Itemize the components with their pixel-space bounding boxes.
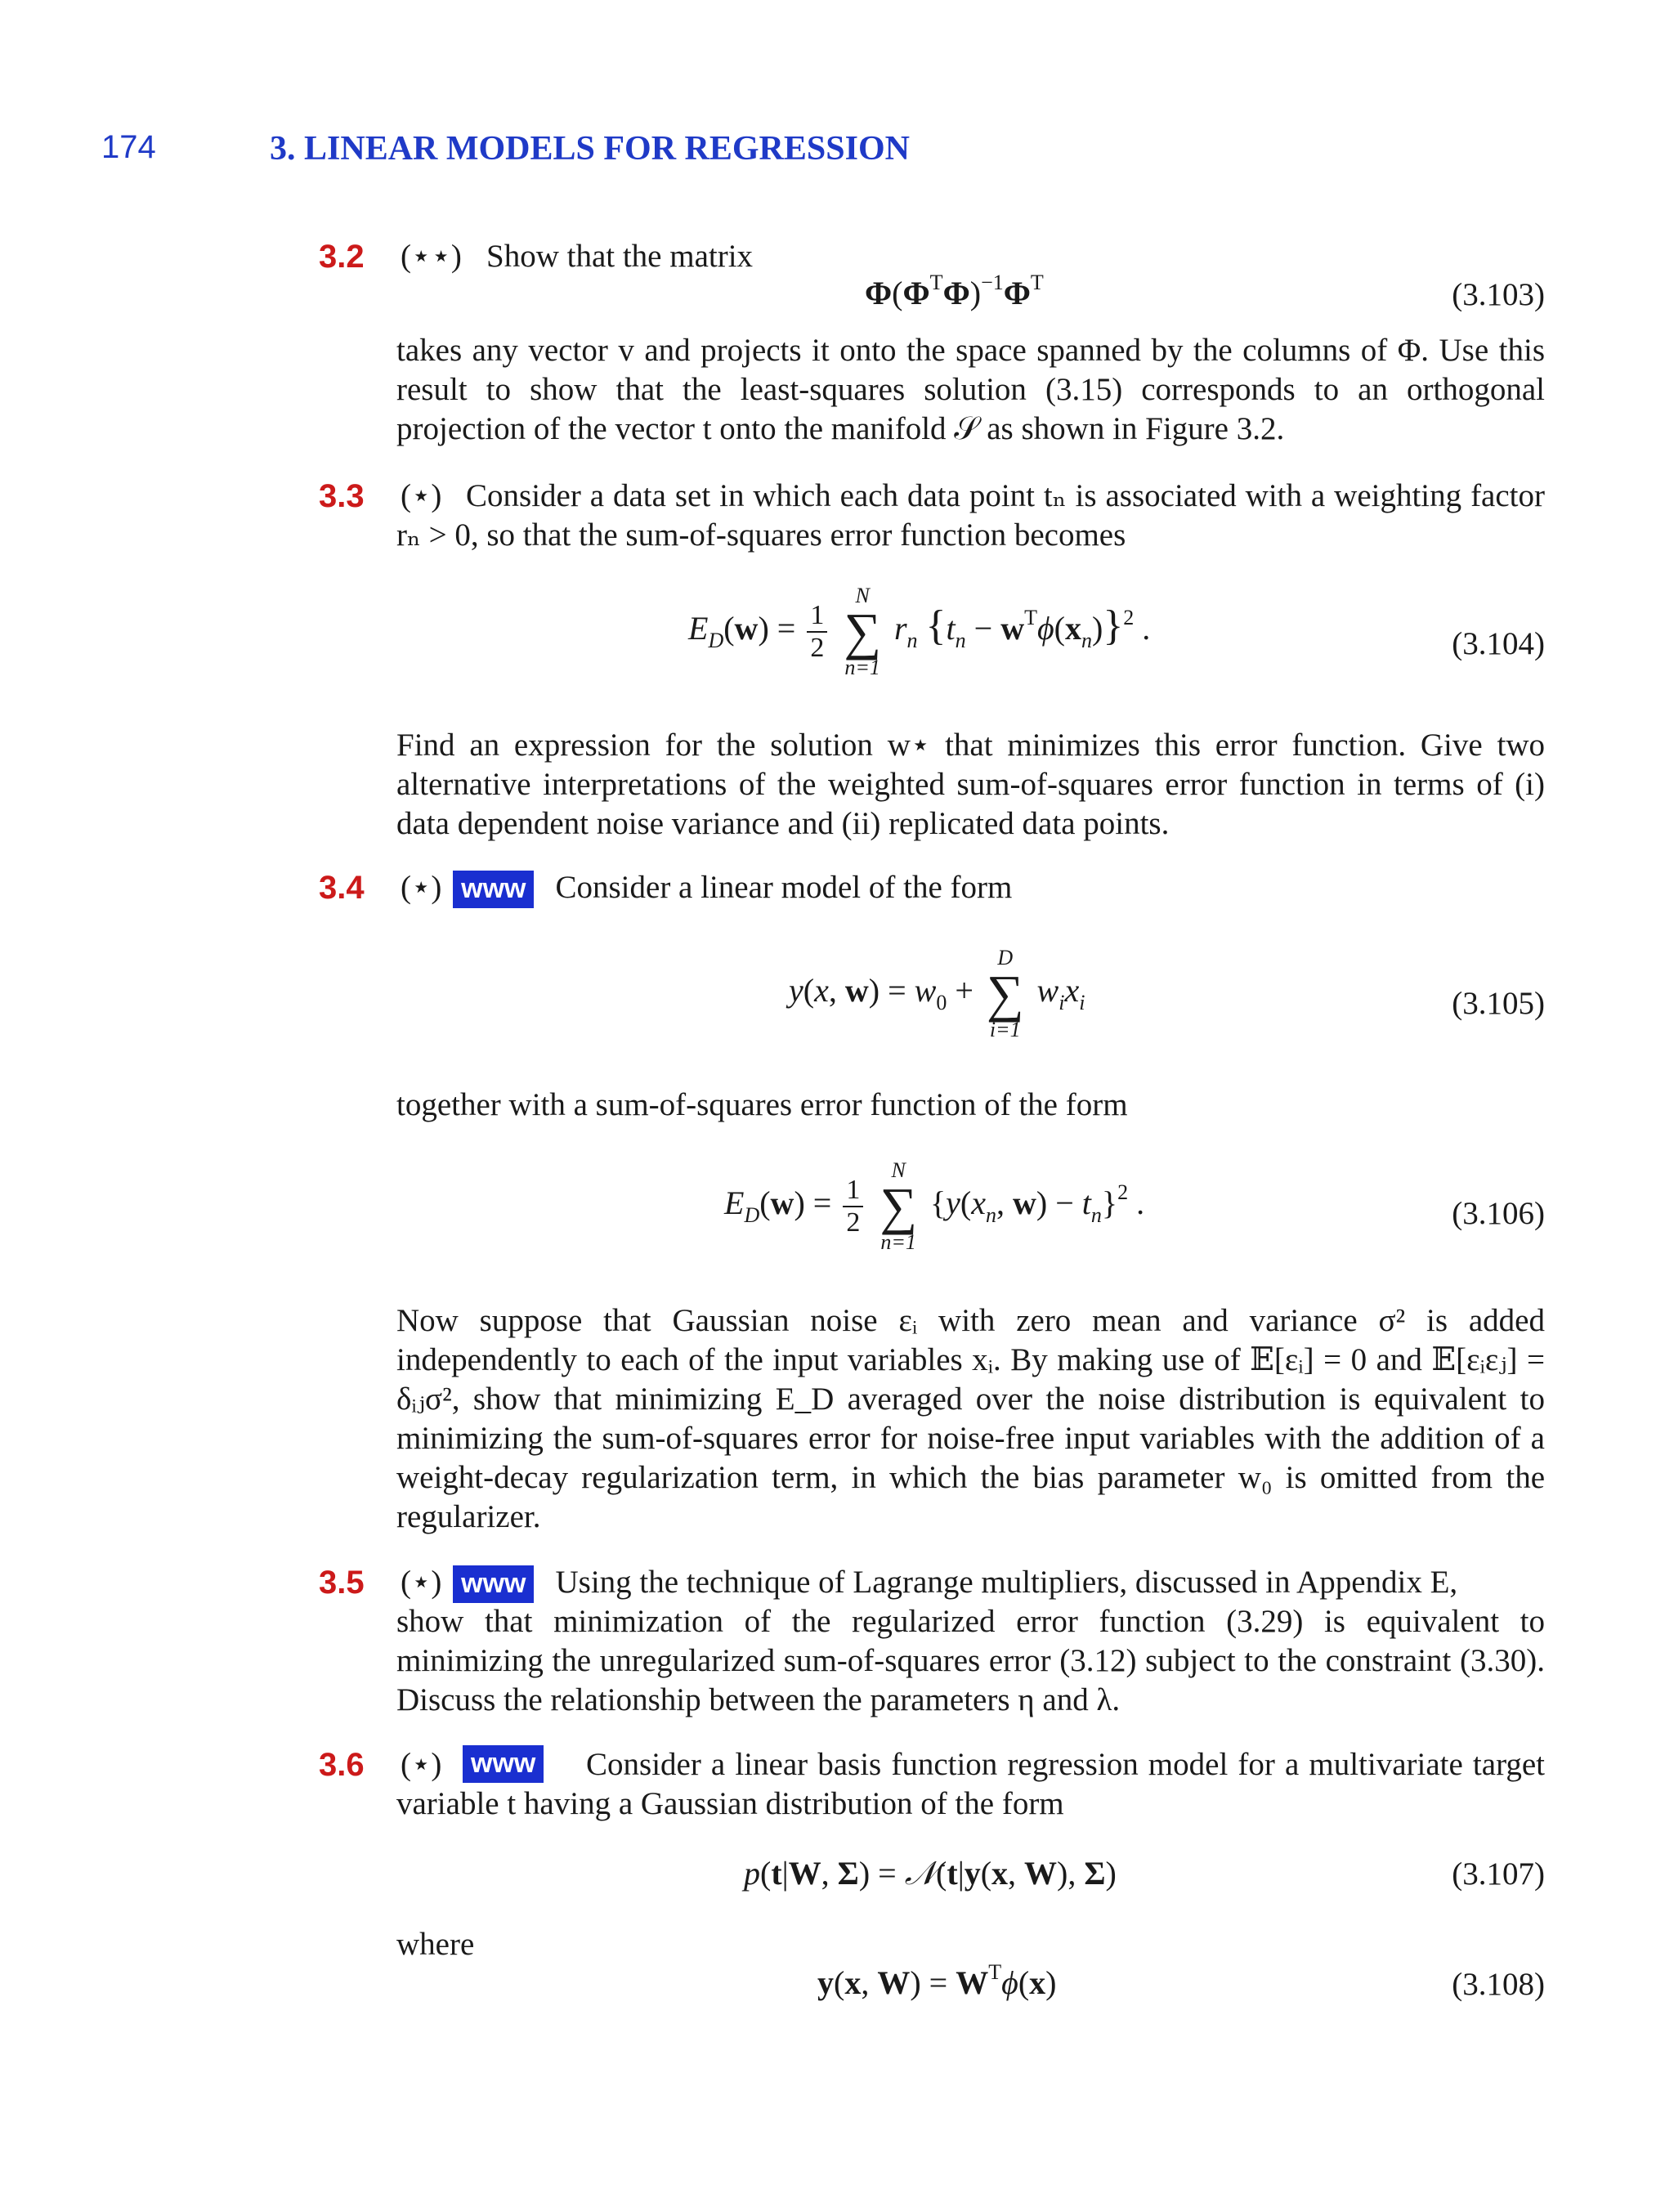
exercise-number: 3.2 (319, 239, 365, 275)
equation-3-103: $\Phi(\Phi^T\Phi)^{-1}\Phi^T$ (865, 271, 1044, 311)
exercise-3-3-lead: Consider a data set in which each data point tₙ is associated with a weighting factor rₙ > 0, so that the sum-of-squares error function becomes (396, 478, 1545, 553)
exercise-3-3-text: Find an expression for the solution w⋆ that minimizes this error function. Give two alternative interpretations of the weighted sum-of-squares error function in terms of (i) data dependent noise variance and (ii) replicated data points. (396, 728, 1545, 841)
exercise-number: 3.4 (319, 870, 365, 906)
equation-tag: (3.108) (1452, 1967, 1545, 2002)
equation-3-106: $E_D(w)$ = $\frac{1}{2}$ N ∑ n=1 {$y(x_n$, $w) - t_n\}^2$ . (724, 1158, 1145, 1254)
equation-3-108: y(x, $W) = W^T\phi(x)$ (817, 1960, 1057, 2001)
difficulty-stars: (⋆) (401, 1747, 442, 1782)
page-number: 174 (101, 129, 156, 165)
exercise-lead: Using the technique of Lagrange multipliers, discussed in Appendix E, (555, 1565, 1458, 1600)
exercise-3-5-text: show that minimization of the regularized error function (3.29) is equivalent to minimizing the unregularized sum-of-squares error (3.12) subject to the constraint (3.30). Discuss the relationship between the parameters η and λ. (396, 1604, 1545, 1717)
www-badge[interactable]: www (463, 1745, 544, 1783)
exercise-lead: Show that the matrix (486, 239, 754, 274)
www-badge[interactable]: www (453, 1565, 534, 1603)
difficulty-stars: (⋆⋆) (401, 239, 462, 274)
equation-tag: (3.107) (1452, 1856, 1545, 1892)
exercise-number: 3.5 (319, 1565, 365, 1601)
exercise-3-6-mid: where (396, 1927, 475, 1962)
www-badge[interactable]: www (453, 871, 534, 908)
equation-3-104: $E_D(w)$ = $\frac{1}{2}$ N ∑ n=1 $r_n$ $\{t_n - w^T\phi(x_n)\}^2$ . (688, 584, 1151, 679)
difficulty-stars: (⋆) (401, 870, 442, 905)
equation-3-107: p(t|W, Σ) = 𝒩(t|y(x, W), Σ) (744, 1855, 1117, 1892)
equation-3-105: y(x, $w) = w_0$ + D ∑ i=1 $w_ix_i$ (789, 946, 1085, 1041)
exercise-3-4-text: Now suppose that Gaussian noise εᵢ with zero mean and variance σ² is added independently to each of the input variables xᵢ. By making use of 𝔼[εᵢ] = 0 and 𝔼[εᵢεⱼ] = δᵢⱼσ², show that minimizing E_D averaged over the noise distribution is equivalent to minimizing the sum-of-squares error for noise-free input variables with the addition of a weight-decay regularization term, in which the bias parameter w₀ is omitted from the regularizer. (396, 1303, 1545, 1534)
exercise-3-4-mid: together with a sum-of-squares error function of the form (396, 1087, 1128, 1122)
difficulty-stars: (⋆) (401, 1565, 442, 1600)
equation-tag: (3.106) (1452, 1196, 1545, 1231)
equation-tag: (3.103) (1452, 277, 1545, 312)
exercise-lead: Consider a linear model of the form (555, 870, 1013, 905)
equation-tag: (3.105) (1452, 986, 1545, 1021)
exercise-3-6-lead: Consider a linear basis function regression model for a multivariate target variable t having a Gaussian distribution of the form (396, 1747, 1545, 1821)
exercise-number: 3.3 (319, 478, 365, 514)
equation-tag: (3.104) (1452, 626, 1545, 661)
difficulty-stars: (⋆) (401, 478, 442, 513)
exercise-3-2-text: takes any vector v and projects it onto the space spanned by the columns of Φ. Use this result to show that the least-squares solution (3.15) corresponds to an orthogonal projection of the vector t onto the manifold 𝒮 as shown in Figure 3.2. (396, 333, 1545, 446)
exercise-number: 3.6 (319, 1747, 365, 1783)
running-title: 3. LINEAR MODELS FOR REGRESSION (270, 130, 910, 168)
